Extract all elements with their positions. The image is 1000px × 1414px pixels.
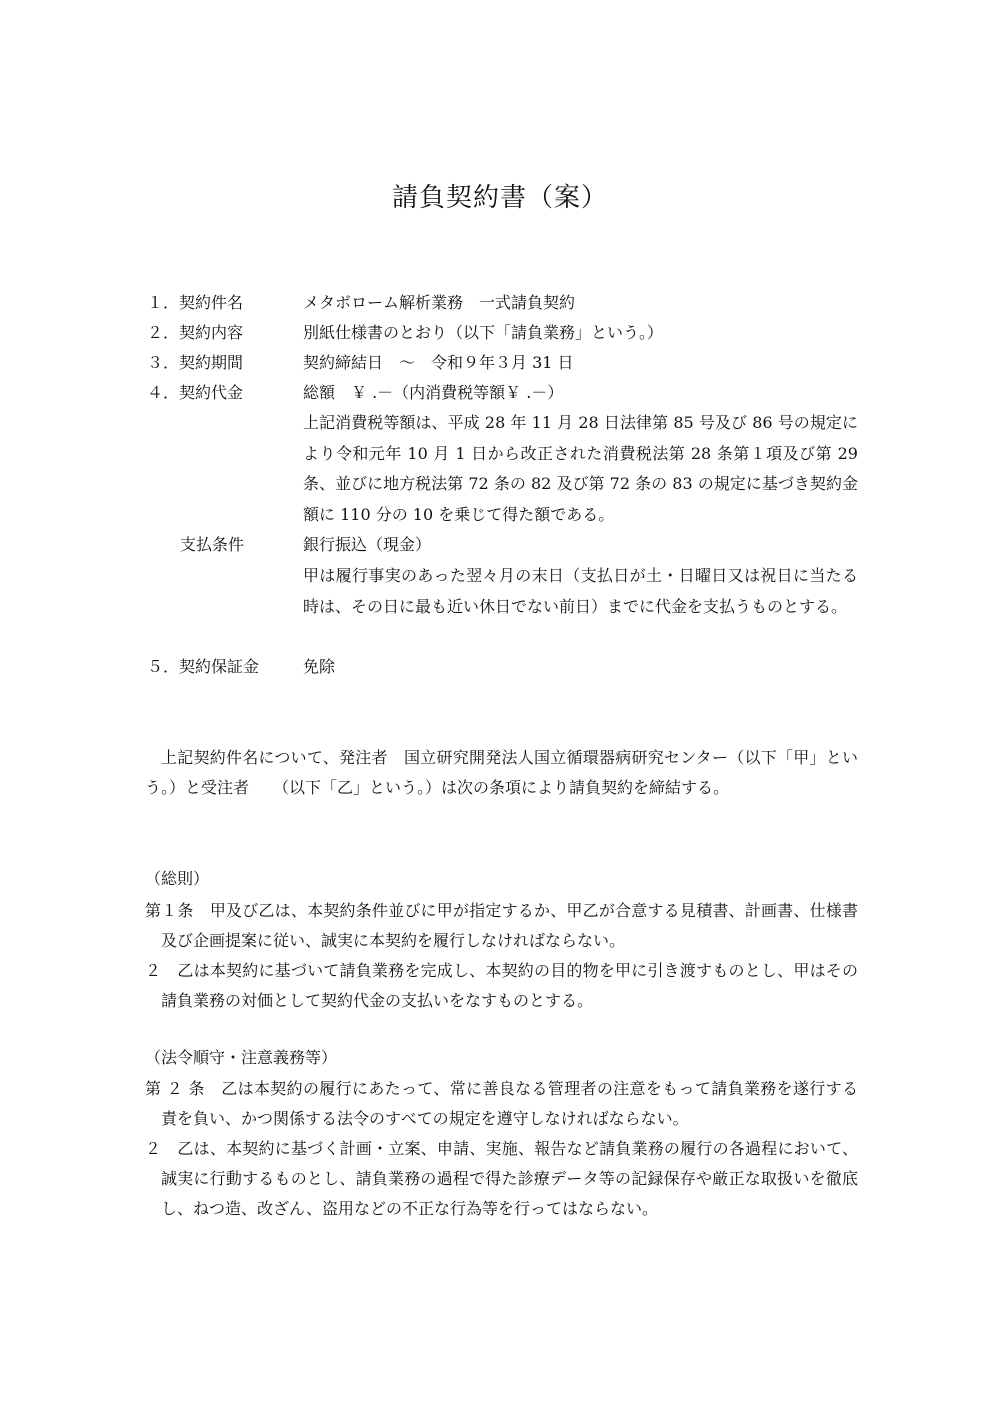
item-value: 総額 ￥ .－（内消費税等額￥ .－） (303, 383, 564, 402)
article-2-paragraph-2: ２ 乙は、本契約に基づく計画・立案、申請、実施、報告など請負業務の履行の各過程において、誠実に行動するものとし、請負業務の過程で得た診療データ等の記録保存や厳正な取扱いを徹底し、ねつ造、改ざん、盗用などの不正な行為等を行ってはならない。 (145, 1139, 858, 1218)
payment-label: 支払条件 (180, 535, 245, 554)
payment-value: 銀行振込（現金） (303, 535, 432, 554)
item-deposit (147, 652, 336, 682)
item-contract-content (147, 318, 664, 348)
item-label: 契約保証金 (179, 657, 260, 676)
item-label: 契約期間 (179, 353, 244, 372)
item-value: メタボローム解析業務 一式請負契約 (303, 293, 576, 312)
item-contract-price (147, 378, 564, 408)
article-1-paragraph-1: 第１条 甲及び乙は、本契約条件並びに甲が指定するか、甲乙が合意する見積書、計画書、仕様書及び企画提案に従い、誠実に本契約を履行しなければならない。 (145, 901, 858, 950)
item-value: 別紙仕様書のとおり（以下「請負業務」という。） (303, 323, 664, 342)
article-1-heading: （総則） (145, 869, 210, 888)
item-label: 契約内容 (179, 323, 244, 342)
item-contract-name (147, 288, 576, 318)
item-contract-period (147, 348, 574, 378)
item-number: １． (147, 293, 180, 312)
tax-note: 上記消費税等額は、平成 28 年 11 月 28 日法律第 85 号及び 86 号の規定により令和元年 10 月 1 日から改正された消費税法第 28 条第１項及び第 29 条、並びに地方税法第 72 条の 82 及び第 72 条の 83 の規定に基づき契約金額に 110 分の 10 を乗じて得た額である。 (303, 413, 858, 524)
item-number: ５． (147, 657, 180, 676)
item-number: ４． (147, 383, 180, 402)
article-1-paragraph-2: ２ 乙は本契約に基づいて請負業務を完成し、本契約の目的物を甲に引き渡すものとし、甲はその請負業務の対価として契約代金の支払いをなすものとする。 (145, 961, 858, 1010)
article-2-heading: （法令順守・注意義務等） (145, 1048, 338, 1067)
intro-paragraph: 上記契約件名について、発注者 国立研究開発法人国立循環器病研究センター（以下「甲」という。）と受注者 （以下「乙」という。）は次の条項により請負契約を締結する。 (145, 748, 858, 797)
item-label: 契約件名 (179, 293, 244, 312)
item-value: 契約締結日 ～ 令和９年３月 31 日 (303, 353, 574, 372)
item-value: 免除 (303, 657, 336, 676)
item-label: 契約代金 (179, 383, 244, 402)
item-number: ２． (147, 323, 180, 342)
payment-note: 甲は履行事実のあった翌々月の末日（支払日が土・日曜日又は祝日に当たる時は、その日に最も近い休日でない前日）までに代金を支払うものとする。 (303, 566, 858, 616)
article-2-paragraph-1: 第 ２ 条 乙は本契約の履行にあたって、常に善良なる管理者の注意をもって請負業務を遂行する責を負い、かつ関係する法令のすべての規定を遵守しなければならない。 (145, 1079, 858, 1128)
document-title: 請負契約書（案） (391, 183, 608, 213)
item-number: ３． (147, 353, 180, 372)
